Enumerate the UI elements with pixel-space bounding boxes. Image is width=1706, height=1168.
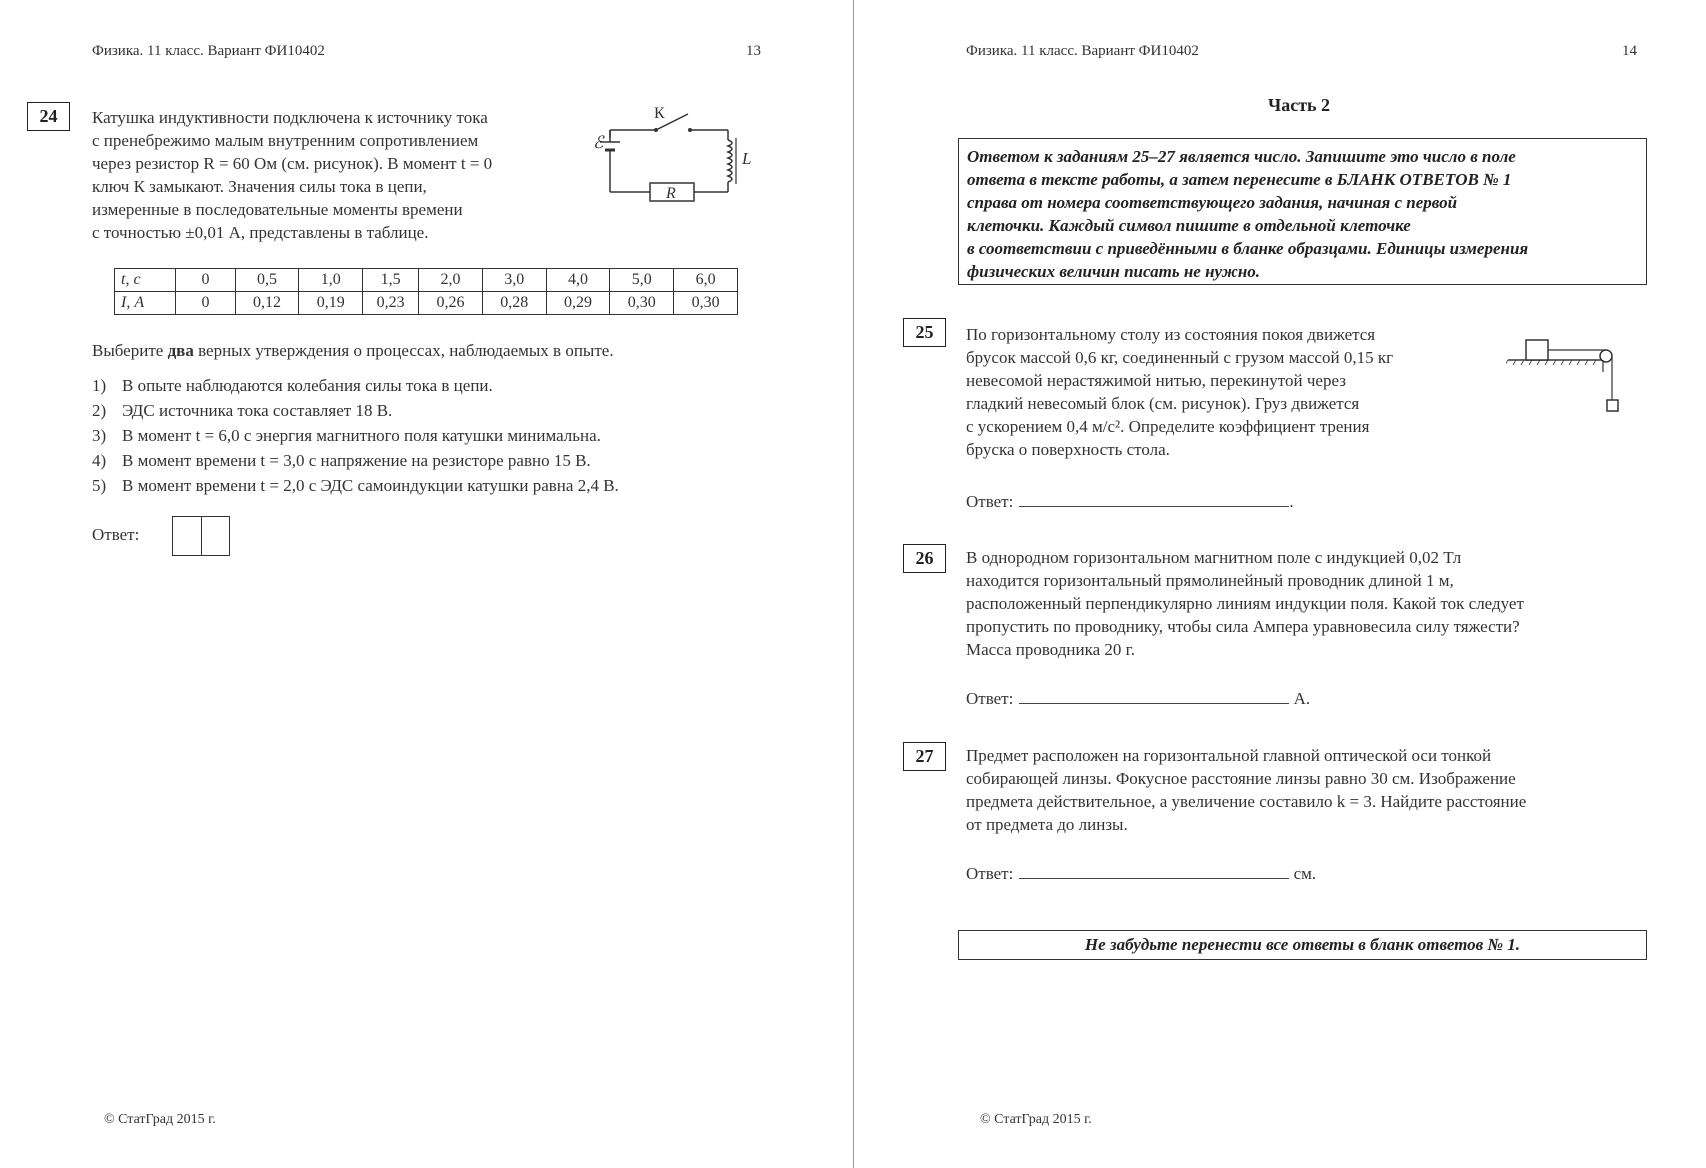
table-cell: 0,19	[299, 292, 363, 315]
task-25-line: По горизонтальному столу из состояния покоя движется	[966, 325, 1376, 344]
left-header-title: Физика. 11 класс. Вариант ФИ10402	[92, 43, 325, 59]
task-25-line: бруска о поверхность стола.	[966, 440, 1170, 459]
resistor-label: R	[666, 185, 676, 202]
task-27-answer: Ответ: см.	[966, 864, 1317, 883]
table-cell: 2,0	[419, 269, 483, 292]
circuit-diagram	[588, 100, 768, 210]
hanging-weight	[1607, 400, 1618, 411]
task-25-answer: Ответ: .	[966, 492, 1294, 511]
instruction-line: справа от номера соответствующего задания, начиная с первой	[967, 193, 1458, 212]
part-title: Часть 2	[1268, 95, 1331, 115]
task-26-text	[966, 546, 1639, 661]
task-25-line: невесомой нерастяжимой нитью, перекинутой через	[966, 371, 1346, 390]
table-cell: 1,5	[363, 269, 419, 292]
table-cell: 0,12	[235, 292, 299, 315]
table-cell: 0,26	[419, 292, 483, 315]
task-24-line: с точностью ±0,01 А, представлены в таблице.	[92, 223, 429, 242]
table-cell: 0,30	[610, 292, 674, 315]
answer-box-divider	[201, 517, 202, 555]
page-divider	[853, 0, 854, 1168]
table-cell: 0,28	[482, 292, 546, 315]
table-cell: 6,0	[674, 269, 738, 292]
table-cell: 0	[176, 292, 235, 315]
option-2: 2) ЭДС источника тока составляет 18 В.	[92, 401, 393, 420]
right-header-title: Физика. 11 класс. Вариант ФИ10402	[966, 43, 1199, 59]
task-24-line: измеренные в последовательные моменты времени	[92, 200, 463, 219]
task-24-text	[92, 106, 573, 244]
table-cell: 0,29	[546, 292, 610, 315]
option-3: 3) В момент t = 6,0 с энергия магнитного поля катушки минимальна.	[92, 426, 601, 445]
task-24-line: через резистор R = 60 Ом (см. рисунок). В момент t = 0	[92, 154, 493, 173]
task-25-answer-field[interactable]	[1019, 490, 1289, 507]
task-26-line: находится горизонтальный прямолинейный проводник длиной 1 м,	[966, 571, 1454, 590]
pulley	[1600, 350, 1612, 362]
task-24-question: Выберите два верных утверждения о процессах, наблюдаемых в опыте.	[92, 341, 614, 360]
task-27-line: от предмета до линзы.	[966, 815, 1128, 834]
current-table	[114, 268, 738, 315]
option-4: 4) В момент времени t = 3,0 с напряжение на резисторе равно 15 В.	[92, 451, 591, 470]
task-26-answer-field[interactable]	[1019, 687, 1289, 704]
task-27-line: предмета действительное, а увеличение составило k = 3. Найдите расстояние	[966, 792, 1527, 811]
key-label: К	[654, 105, 665, 122]
table-cell: 5,0	[610, 269, 674, 292]
question-emphasis: два	[167, 341, 194, 360]
task-25-line: с ускорением 0,4 м/с². Определите коэффициент трения	[966, 417, 1370, 436]
right-copyright: © СтатГрад 2015 г.	[980, 1112, 1092, 1127]
table-row-time	[115, 269, 738, 292]
task-24-line: с пренебрежимо малым внутренним сопротивлением	[92, 131, 479, 150]
instruction-line: клеточки. Каждый символ пишите в отдельной клеточке	[967, 216, 1411, 235]
task-26-answer: Ответ: А.	[966, 689, 1311, 708]
table-cell: 1,0	[299, 269, 363, 292]
task-24-number: 24	[27, 102, 70, 131]
task-26-number: 26	[903, 544, 946, 573]
instruction-line: ответа в тексте работы, а затем перенесите в БЛАНК ОТВЕТОВ № 1	[967, 170, 1512, 189]
task-27-text	[966, 744, 1639, 836]
pulley-diagram	[1506, 336, 1626, 416]
instructions-box	[958, 138, 1647, 285]
inductor-coil	[728, 140, 732, 182]
instruction-line: физических величин писать не нужно.	[967, 262, 1261, 281]
task-25-number: 25	[903, 318, 946, 347]
table-cell: I, А	[115, 292, 176, 315]
table-row-current	[115, 292, 738, 315]
left-copyright: © СтатГрад 2015 г.	[104, 1112, 216, 1127]
instruction-line: в соответствии с приведёнными в бланке образцами. Единицы измерения	[967, 239, 1529, 258]
block	[1526, 340, 1548, 360]
task-27-answer-field[interactable]	[1019, 862, 1289, 879]
left-page-number: 13	[746, 43, 761, 59]
inductor-label: L	[742, 149, 752, 168]
task-27-line: Предмет расположен на горизонтальной главной оптической оси тонкой	[966, 746, 1492, 765]
table-cell: 4,0	[546, 269, 610, 292]
task-27-line: собирающей линзы. Фокусное расстояние линзы равно 30 см. Изображение	[966, 769, 1516, 788]
task-25-line: гладкий невесомый блок (см. рисунок). Груз движется	[966, 394, 1360, 413]
task-26-line: расположенный перпендикулярно линиям индукции поля. Какой ток следует	[966, 594, 1524, 613]
option-1: 1) В опыте наблюдаются колебания силы тока в цепи.	[92, 376, 493, 395]
table-cell: 3,0	[482, 269, 546, 292]
task-26-line: Масса проводника 20 г.	[966, 640, 1135, 659]
emf-label: ℰ	[593, 133, 604, 152]
table-cell: 0	[176, 269, 235, 292]
task-25-line: брусок массой 0,6 кг, соединенный с грузом массой 0,15 кг	[966, 348, 1394, 367]
right-page-number: 14	[1622, 43, 1637, 59]
table-cell: 0,23	[363, 292, 419, 315]
task-25-text	[966, 323, 1482, 461]
task-26-line: пропустить по проводнику, чтобы сила Ампера уравновесила силу тяжести?	[966, 617, 1520, 636]
table-cell: 0,5	[235, 269, 299, 292]
transfer-reminder: Не забудьте перенести все ответы в бланк ответов № 1.	[958, 930, 1647, 960]
table-cell: 0,30	[674, 292, 738, 315]
option-5: 5) В момент времени t = 2,0 с ЭДС самоиндукции катушки равна 2,4 В.	[92, 476, 619, 495]
task-26-line: В однородном горизонтальном магнитном поле с индукцией 0,02 Тл	[966, 548, 1462, 567]
task-27-number: 27	[903, 742, 946, 771]
task-24-line: ключ К замыкают. Значения силы тока в цепи,	[92, 177, 427, 196]
table-cell: t, с	[115, 269, 176, 292]
task-24-answer-boxes[interactable]	[172, 516, 230, 556]
task-24-answer-label: Ответ:	[92, 525, 140, 544]
task-24-line: Катушка индуктивности подключена к источнику тока	[92, 108, 488, 127]
instruction-line: Ответом к заданиям 25–27 является число. Запишите это число в поле	[967, 147, 1516, 166]
